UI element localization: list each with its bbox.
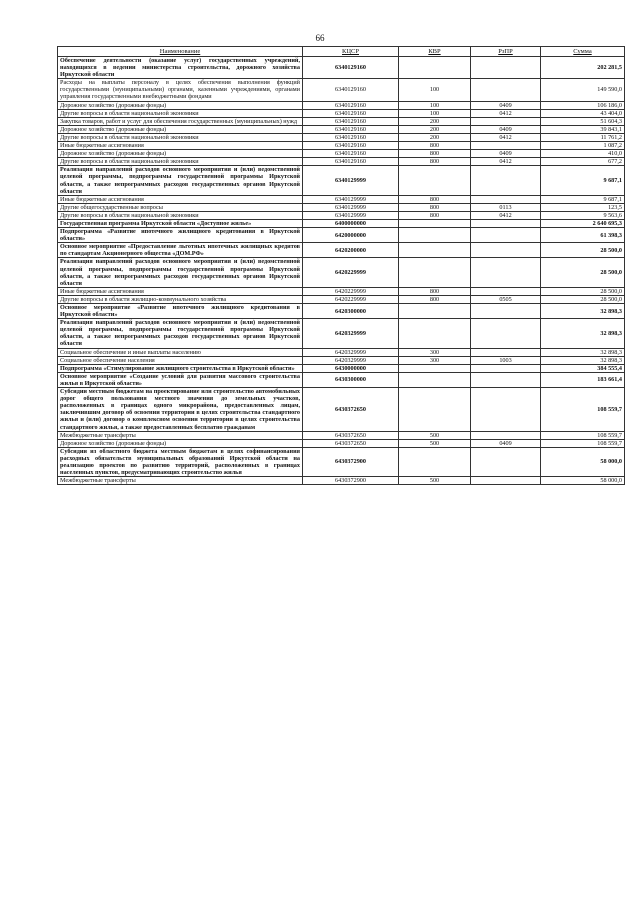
row-sum: 51 604,3 — [541, 117, 625, 125]
row-sum: 108 559,7 — [541, 388, 625, 432]
row-kcsr: 6420329999 — [303, 319, 399, 348]
table-row — [58, 439, 625, 447]
row-kcsr: 6340129160 — [303, 101, 399, 109]
header-kvr: КВР — [399, 47, 471, 57]
row-name: Дорожное хозяйство (дорожные фонды) — [58, 101, 303, 109]
table-row — [58, 79, 625, 101]
row-name: Дорожное хозяйство (дорожные фонды) — [58, 125, 303, 133]
row-kcsr: 6420329999 — [303, 356, 399, 364]
row-rzpr — [471, 142, 541, 150]
row-kvr: 800 — [399, 158, 471, 166]
row-rzpr — [471, 447, 541, 476]
row-kcsr: 6420300000 — [303, 304, 399, 319]
table-row — [58, 109, 625, 117]
row-rzpr — [471, 287, 541, 295]
table-row — [58, 258, 625, 287]
row-sum: 28 500,0 — [541, 258, 625, 287]
row-kcsr: 6420329999 — [303, 348, 399, 356]
row-kcsr: 6340129999 — [303, 203, 399, 211]
row-kcsr: 6420229999 — [303, 258, 399, 287]
row-name: Социальное обеспечение населения — [58, 356, 303, 364]
row-rzpr: 0505 — [471, 295, 541, 303]
row-name: Расходы на выплаты персоналу в целях обеспечения выполнения функций государственными (муниципальными) органами, казенными учреждениями, органами управления государственными внебюджетными фондами — [58, 79, 303, 101]
row-sum: 28 500,0 — [541, 287, 625, 295]
row-sum: 149 590,0 — [541, 79, 625, 101]
row-rzpr: 1003 — [471, 356, 541, 364]
row-sum: 123,5 — [541, 203, 625, 211]
row-name: Дорожное хозяйство (дорожные фонды) — [58, 439, 303, 447]
table-row — [58, 195, 625, 203]
row-sum: 28 500,0 — [541, 295, 625, 303]
table-row — [58, 166, 625, 195]
row-name: Реализация направлений расходов основного мероприятия и (или) ведомственной целевой программы, подпрограммы государственной программы Иркутской области, а также непрограммных расходов государственных органов Иркутской области — [58, 319, 303, 348]
row-sum: 106 186,0 — [541, 101, 625, 109]
row-kcsr: 6340129160 — [303, 158, 399, 166]
row-sum: 32 898,3 — [541, 304, 625, 319]
table-row — [58, 348, 625, 356]
row-rzpr: 0409 — [471, 125, 541, 133]
row-kcsr: 6430372900 — [303, 477, 399, 485]
table-row — [58, 477, 625, 485]
row-name: Основное мероприятие «Создание условий для развития массового строительства жилья в Иркутской области» — [58, 372, 303, 387]
header-kcsr: КЦСР — [303, 47, 399, 57]
row-kvr: 500 — [399, 439, 471, 447]
budget-table — [57, 46, 625, 485]
row-kcsr: 6340129160 — [303, 109, 399, 117]
row-rzpr — [471, 304, 541, 319]
row-kvr — [399, 258, 471, 287]
table-row — [58, 295, 625, 303]
row-rzpr: 0412 — [471, 158, 541, 166]
row-kcsr: 6340129160 — [303, 79, 399, 101]
table-row — [58, 388, 625, 432]
table-row — [58, 356, 625, 364]
row-kcsr: 6340129160 — [303, 57, 399, 79]
row-kvr — [399, 447, 471, 476]
row-kcsr: 6340129160 — [303, 142, 399, 150]
row-sum: 1 087,2 — [541, 142, 625, 150]
row-name: Подпрограмма «Стимулирование жилищного строительства в Иркутской области» — [58, 364, 303, 372]
row-sum: 410,0 — [541, 150, 625, 158]
row-kvr — [399, 319, 471, 348]
header-name: Наименование — [58, 47, 303, 57]
row-name: Социальное обеспечение и иные выплаты населению — [58, 348, 303, 356]
row-kvr — [399, 228, 471, 243]
header-rzpr: РзПР — [471, 47, 541, 57]
row-sum: 32 898,3 — [541, 319, 625, 348]
row-rzpr: 0412 — [471, 133, 541, 141]
row-rzpr — [471, 388, 541, 432]
table-row — [58, 125, 625, 133]
row-rzpr: 0409 — [471, 101, 541, 109]
row-name: Закупка товаров, работ и услуг для обеспечения государственных (муниципальных) нужд — [58, 117, 303, 125]
table-row — [58, 372, 625, 387]
row-kcsr: 6430372650 — [303, 439, 399, 447]
row-rzpr — [471, 166, 541, 195]
row-kvr — [399, 372, 471, 387]
row-kvr: 100 — [399, 79, 471, 101]
row-kvr: 300 — [399, 356, 471, 364]
table-row — [58, 142, 625, 150]
row-sum: 9 687,1 — [541, 166, 625, 195]
row-name: Подпрограмма «Развитие ипотечного жилищного кредитования в Иркутской области» — [58, 228, 303, 243]
row-name: Другие вопросы в области национальной экономики — [58, 133, 303, 141]
row-name: Субсидии из областного бюджета местным бюджетам в целях софинансирования расходных обязательств муниципальных образований Иркутской области на реализацию проектов по развитию территорий, расположенных в границах населенных пунктов, предусматривающих строительство жилья — [58, 447, 303, 476]
table-row — [58, 431, 625, 439]
row-name: Другие общегосударственные вопросы — [58, 203, 303, 211]
row-kvr: 800 — [399, 287, 471, 295]
row-kcsr: 6420200000 — [303, 243, 399, 258]
row-kvr: 800 — [399, 203, 471, 211]
row-kvr — [399, 364, 471, 372]
row-rzpr: 0113 — [471, 203, 541, 211]
row-kcsr: 6340129999 — [303, 195, 399, 203]
row-name: Межбюджетные трансферты — [58, 477, 303, 485]
row-rzpr — [471, 431, 541, 439]
row-kvr — [399, 243, 471, 258]
row-kvr — [399, 219, 471, 227]
table-body — [58, 57, 625, 485]
row-sum: 183 661,4 — [541, 372, 625, 387]
row-kcsr: 6420000000 — [303, 228, 399, 243]
row-kcsr: 6340129999 — [303, 166, 399, 195]
row-sum: 32 898,3 — [541, 356, 625, 364]
table-header-row — [58, 47, 625, 57]
row-name: Другие вопросы в области национальной экономики — [58, 158, 303, 166]
row-sum: 39 843,1 — [541, 125, 625, 133]
table-row — [58, 150, 625, 158]
row-name: Государственная программа Иркутской области «Доступное жилье» — [58, 219, 303, 227]
table-row — [58, 219, 625, 227]
row-rzpr — [471, 477, 541, 485]
row-kvr — [399, 304, 471, 319]
row-kvr: 800 — [399, 295, 471, 303]
row-rzpr — [471, 243, 541, 258]
row-kvr: 200 — [399, 133, 471, 141]
row-kcsr: 6430000000 — [303, 364, 399, 372]
table-row — [58, 57, 625, 79]
row-sum: 677,2 — [541, 158, 625, 166]
table-row — [58, 117, 625, 125]
row-rzpr — [471, 228, 541, 243]
row-kcsr: 6430300000 — [303, 372, 399, 387]
row-name: Реализация направлений расходов основного мероприятия и (или) ведомственной целевой программы, подпрограммы государственной программы Иркутской области, а также непрограммных расходов государственных органов Иркутской области — [58, 258, 303, 287]
row-kvr: 200 — [399, 117, 471, 125]
row-name: Иные бюджетные ассигнования — [58, 142, 303, 150]
row-sum: 28 500,0 — [541, 243, 625, 258]
row-sum: 108 559,7 — [541, 431, 625, 439]
row-name: Основное мероприятие «Предоставление льготных ипотечных жилищных кредитов по стандартам Акционерного общества «ДОМ.РФ» — [58, 243, 303, 258]
table-row — [58, 364, 625, 372]
row-sum: 2 640 695,3 — [541, 219, 625, 227]
row-name: Реализация направлений расходов основного мероприятия и (или) ведомственной целевой программы, подпрограммы государственной программы Иркутской области, а также непрограммных расходов государственных органов Иркутской области — [58, 166, 303, 195]
row-rzpr — [471, 57, 541, 79]
row-kcsr: 6340129160 — [303, 117, 399, 125]
row-kcsr: 6430372650 — [303, 388, 399, 432]
row-kvr — [399, 57, 471, 79]
row-rzpr — [471, 79, 541, 101]
row-kcsr: 6340129160 — [303, 125, 399, 133]
row-name: Обеспечение деятельности (оказание услуг) государственных учреждений, находящихся в ведении министерства строительства, дорожного хозяйства Иркутской области — [58, 57, 303, 79]
row-kvr: 800 — [399, 195, 471, 203]
row-name: Дорожное хозяйство (дорожные фонды) — [58, 150, 303, 158]
row-rzpr — [471, 117, 541, 125]
row-rzpr — [471, 195, 541, 203]
row-kvr: 200 — [399, 125, 471, 133]
row-name: Другие вопросы в области национальной экономики — [58, 109, 303, 117]
row-sum: 32 898,3 — [541, 348, 625, 356]
row-kvr: 100 — [399, 101, 471, 109]
row-rzpr — [471, 348, 541, 356]
row-kvr — [399, 166, 471, 195]
row-name: Иные бюджетные ассигнования — [58, 287, 303, 295]
table-row — [58, 319, 625, 348]
row-kcsr: 6340129160 — [303, 133, 399, 141]
row-kvr: 800 — [399, 211, 471, 219]
row-rzpr — [471, 364, 541, 372]
row-name: Межбюджетные трансферты — [58, 431, 303, 439]
row-kvr: 100 — [399, 109, 471, 117]
table-row — [58, 228, 625, 243]
row-name: Иные бюджетные ассигнования — [58, 195, 303, 203]
row-sum: 108 559,7 — [541, 439, 625, 447]
row-name: Другие вопросы в области национальной экономики — [58, 211, 303, 219]
row-rzpr — [471, 219, 541, 227]
row-name: Основное мероприятие «Развитие ипотечного жилищного кредитования в Иркутской области» — [58, 304, 303, 319]
row-kvr — [399, 388, 471, 432]
row-sum: 9 687,1 — [541, 195, 625, 203]
page-number: 66 — [315, 33, 325, 43]
row-kvr: 500 — [399, 477, 471, 485]
table-row — [58, 133, 625, 141]
row-rzpr — [471, 372, 541, 387]
row-sum: 202 281,5 — [541, 57, 625, 79]
row-sum: 43 404,0 — [541, 109, 625, 117]
row-rzpr: 0409 — [471, 150, 541, 158]
row-kcsr: 6420229999 — [303, 295, 399, 303]
table-row — [58, 211, 625, 219]
row-kcsr: 6400000000 — [303, 219, 399, 227]
row-sum: 58 000,0 — [541, 447, 625, 476]
row-kcsr: 6430372650 — [303, 431, 399, 439]
row-kvr: 500 — [399, 431, 471, 439]
row-name: Другие вопросы в области жилищно-коммунального хозяйства — [58, 295, 303, 303]
table-row — [58, 158, 625, 166]
row-rzpr: 0409 — [471, 439, 541, 447]
row-kcsr: 6430372900 — [303, 447, 399, 476]
row-rzpr — [471, 258, 541, 287]
row-kvr: 800 — [399, 150, 471, 158]
table-row — [58, 287, 625, 295]
table-row — [58, 243, 625, 258]
row-kcsr: 6340129999 — [303, 211, 399, 219]
row-kvr: 800 — [399, 142, 471, 150]
table-row — [58, 304, 625, 319]
row-sum: 61 398,3 — [541, 228, 625, 243]
row-rzpr — [471, 319, 541, 348]
row-kcsr: 6340129160 — [303, 150, 399, 158]
row-kvr: 300 — [399, 348, 471, 356]
table-row — [58, 447, 625, 476]
header-sum: Сумма — [541, 47, 625, 57]
row-rzpr: 0412 — [471, 109, 541, 117]
row-sum: 384 555,4 — [541, 364, 625, 372]
table-row — [58, 101, 625, 109]
row-rzpr: 0412 — [471, 211, 541, 219]
row-name: Субсидии местным бюджетам на проектирование или строительство автомобильных дорог общего пользования местного значения до земельных участков, расположенных в границах одного микрорайона, предоставленных лицам, заключившим договор об освоении территории в целях строительства стандартного жилья и (или) договор о комплексном освоении территории в целях строительства стандартного жилья, а также предоставленных бесплатно гражданам — [58, 388, 303, 432]
row-kcsr: 6420229999 — [303, 287, 399, 295]
table-row — [58, 203, 625, 211]
row-sum: 11 761,2 — [541, 133, 625, 141]
row-sum: 58 000,0 — [541, 477, 625, 485]
row-sum: 9 563,6 — [541, 211, 625, 219]
